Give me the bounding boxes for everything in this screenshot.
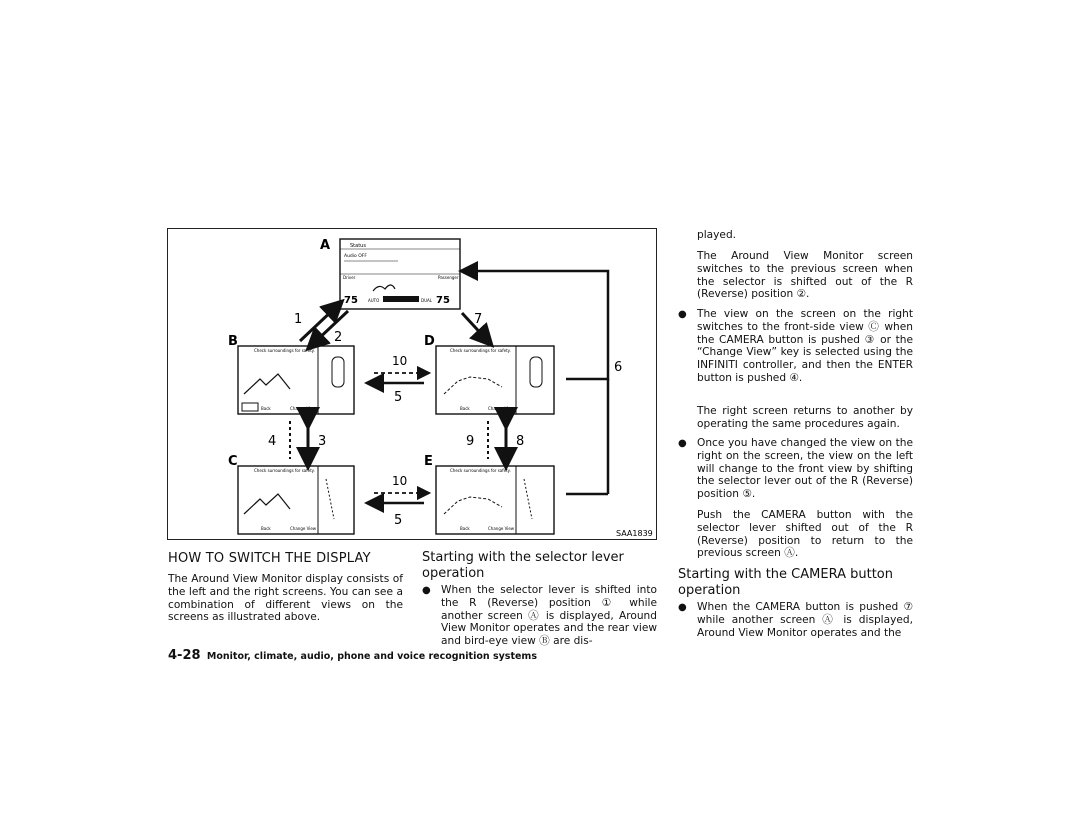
return-paragraph: The Around View Monitor screen switches to the previous screen when the selector is shifted out of the R (Reverse) position ②. — [697, 250, 913, 301]
arrow-2 — [314, 311, 348, 343]
num-1: 1 — [294, 312, 303, 327]
screen-d-rear-birdeye — [436, 346, 554, 414]
back-label-b: Back — [261, 406, 271, 411]
switch-display-diagram — [168, 229, 658, 541]
mark-d: D — [424, 334, 435, 349]
camera-bullet-text: When the CAMERA button is pushed ⑦ while another screen Ⓐ is displayed, Around View Monitor operates and the — [697, 601, 913, 639]
num-5-top: 5 — [394, 390, 403, 405]
illustration-frame — [167, 228, 657, 540]
change-label-d: Change View — [488, 406, 515, 411]
num-3: 3 — [318, 434, 327, 449]
num-5-bottom: 5 — [394, 513, 403, 528]
audio-off-text: Audio OFF — [344, 254, 367, 259]
continued-text: played. — [697, 229, 737, 241]
mark-b: B — [228, 334, 238, 349]
intro-paragraph: The Around View Monitor display consists of the left and the right screens. You can see a combination of different views on the screens as illustrated above. — [168, 573, 403, 624]
num-10-top: 10 — [392, 354, 408, 368]
right-returns-paragraph: The right screen returns to another by operating the same procedures again. — [697, 405, 913, 430]
back-label-c: Back — [261, 526, 271, 531]
change-label-c: Change View — [290, 526, 317, 531]
passenger-label: Passenger — [438, 275, 459, 280]
status-title: Status — [350, 243, 366, 249]
temp-right: 75 — [436, 295, 450, 306]
check-text-c: Check surroundings for safety. — [254, 468, 315, 473]
page-number: 4-28 — [168, 648, 201, 663]
bullet-dot: ● — [678, 438, 687, 449]
mark-c: C — [228, 454, 238, 469]
check-text-d: Check surroundings for safety. — [450, 348, 511, 353]
camera-return-paragraph: Push the CAMERA button with the selector lever shifted out of the R (Reverse) position to return to the previous screen Ⓐ. — [697, 509, 913, 560]
page-footer — [168, 648, 537, 663]
screen-b-rear-birdeye — [238, 346, 354, 414]
bullet-dot: ● — [678, 602, 687, 613]
check-text-e: Check surroundings for safety. — [450, 468, 511, 473]
screen-c-front-side — [238, 466, 354, 534]
front-side-bullet: The view on the screen on the right switches to the front-side view Ⓒ when the CAMERA button is pushed ③ or the “Change View” key is selected using the INFINITI controller, and then the ENTER button is pushed ④. — [697, 308, 913, 384]
change-label-e: Change View — [488, 526, 515, 531]
camera-heading: Starting with the CAMERA button operation — [678, 567, 893, 598]
auto-label: AUTO — [368, 298, 380, 303]
bullet-dot: ● — [678, 309, 687, 320]
num-9: 9 — [466, 434, 475, 449]
num-4: 4 — [268, 434, 277, 449]
num-2: 2 — [334, 330, 343, 345]
mark-a: A — [320, 238, 331, 253]
num-6: 6 — [614, 360, 623, 375]
back-label-d: Back — [460, 406, 470, 411]
dual-label: DUAL — [421, 298, 432, 303]
screen-a-status — [340, 239, 460, 309]
section-heading: HOW TO SWITCH THE DISPLAY — [168, 551, 371, 566]
change-label-b: Change View — [290, 406, 317, 411]
mark-e: E — [424, 454, 433, 469]
temp-left: 75 — [344, 295, 358, 306]
bullet-dot: ● — [422, 585, 431, 596]
selector-heading: Starting with the selector lever operation — [422, 550, 624, 581]
screen-e-front-side — [436, 466, 554, 534]
check-text-b: Check surroundings for safety. — [254, 348, 315, 353]
driver-label: Driver — [343, 275, 356, 280]
num-7: 7 — [474, 312, 483, 327]
selector-bullet-text: When the selector lever is shifted into the R (Reverse) position ① while another screen Ⓐ is displayed, Around View Monitor operates and the rear view and bird-eye view Ⓑ are dis- — [441, 584, 657, 648]
num-10-bottom: 10 — [392, 474, 408, 488]
num-8: 8 — [516, 434, 525, 449]
chapter-title: Monitor, climate, audio, phone and voice recognition systems — [206, 651, 537, 662]
back-label-e: Back — [460, 526, 470, 531]
figure-id: SAA1839 — [616, 529, 653, 538]
front-view-bullet: Once you have changed the view on the right on the screen, the view on the left will change to the front view by shifting the selector lever out of the R (Reverse) position ⑤. — [697, 437, 913, 501]
arrow-1 — [300, 307, 336, 341]
